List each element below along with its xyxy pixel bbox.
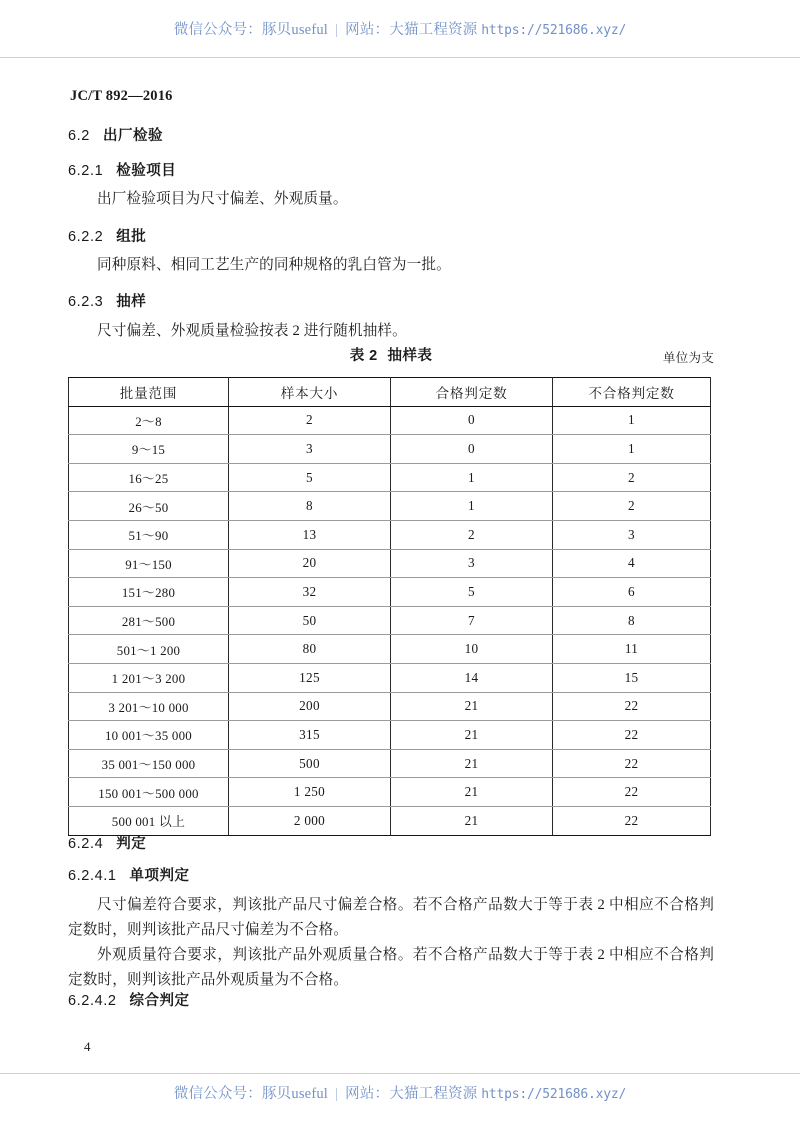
column-header-batch-range: 批量范围 xyxy=(69,378,229,407)
bottom-divider xyxy=(0,1073,800,1074)
heading-6-2-4-title: 判定 xyxy=(116,836,147,852)
cell-accept-count: 21 xyxy=(391,721,553,750)
cell-sample-size: 125 xyxy=(229,663,391,692)
cell-reject-count: 4 xyxy=(553,549,711,578)
cell-accept-count: 10 xyxy=(391,635,553,664)
heading-6-2-title: 出厂检验 xyxy=(102,128,163,144)
cell-sample-size: 315 xyxy=(229,721,391,750)
cell-accept-count: 1 xyxy=(391,463,553,492)
page-number: 4 xyxy=(84,1039,91,1054)
watermark-url: https://521686.xyz/ xyxy=(481,23,627,38)
cell-batch-range: 10 001～35 000 xyxy=(69,721,229,750)
heading-6-2-1-number: 6.2.1 xyxy=(68,163,104,179)
watermark-top xyxy=(0,18,800,39)
column-header-accept-count: 合格判定数 xyxy=(391,378,553,407)
column-header-reject-count: 不合格判定数 xyxy=(553,378,711,407)
heading-6-2-2 xyxy=(68,225,146,246)
table-row xyxy=(69,406,711,435)
paragraph-6-2-2: 同种原料、相同工艺生产的同种规格的乳白管为一批。 xyxy=(97,257,451,273)
cell-reject-count: 11 xyxy=(553,635,711,664)
cell-accept-count: 21 xyxy=(391,778,553,807)
cell-sample-size: 32 xyxy=(229,578,391,607)
cell-batch-range: 35 001～150 000 xyxy=(69,749,229,778)
top-divider xyxy=(0,57,800,58)
heading-6-2-4-2-title: 综合判定 xyxy=(129,993,190,1009)
cell-sample-size: 200 xyxy=(229,692,391,721)
cell-batch-range: 150 001～500 000 xyxy=(69,778,229,807)
table-row xyxy=(69,749,711,778)
paragraph-6-2-1: 出厂检验项目为尺寸偏差、外观质量。 xyxy=(97,191,348,207)
table-caption xyxy=(68,344,714,365)
cell-accept-count: 14 xyxy=(391,663,553,692)
cell-sample-size: 2 000 xyxy=(229,806,391,835)
watermark-bottom xyxy=(0,1082,800,1103)
table-row xyxy=(69,549,711,578)
table-row xyxy=(69,578,711,607)
table-row xyxy=(69,721,711,750)
cell-reject-count: 1 xyxy=(553,406,711,435)
cell-sample-size: 20 xyxy=(229,549,391,578)
heading-6-2-4-1-number: 6.2.4.1 xyxy=(68,868,117,884)
cell-reject-count: 3 xyxy=(553,520,711,549)
watermark-separator-bottom: | xyxy=(335,1086,339,1102)
cell-batch-range: 1 201～3 200 xyxy=(69,663,229,692)
cell-accept-count: 0 xyxy=(391,435,553,464)
cell-sample-size: 80 xyxy=(229,635,391,664)
cell-batch-range: 16～25 xyxy=(69,463,229,492)
cell-reject-count: 22 xyxy=(553,778,711,807)
cell-sample-size: 2 xyxy=(229,406,391,435)
watermark-site-label: 网站： xyxy=(345,22,390,38)
cell-sample-size: 13 xyxy=(229,520,391,549)
heading-6-2 xyxy=(68,124,163,145)
heading-6-2-2-title: 组批 xyxy=(116,229,147,245)
cell-reject-count: 22 xyxy=(553,806,711,835)
heading-6-2-3-title: 抽样 xyxy=(116,294,147,310)
heading-6-2-4-1-title: 单项判定 xyxy=(129,868,190,884)
table-header-row xyxy=(69,378,711,407)
cell-accept-count: 1 xyxy=(391,492,553,521)
cell-sample-size: 50 xyxy=(229,606,391,635)
watermark-wechat-account: 豚贝useful xyxy=(261,22,329,38)
cell-batch-range: 2～8 xyxy=(69,406,229,435)
heading-6-2-4 xyxy=(68,832,146,853)
watermark-wechat-prefix: 微信公众号： xyxy=(173,22,262,38)
heading-6-2-2-number: 6.2.2 xyxy=(68,229,104,245)
cell-batch-range: 26～50 xyxy=(69,492,229,521)
cell-accept-count: 21 xyxy=(391,749,553,778)
cell-reject-count: 8 xyxy=(553,606,711,635)
standard-code: JC/T 892—2016 xyxy=(70,88,173,104)
watermark-wechat-account-bottom: 豚贝useful xyxy=(261,1086,329,1102)
heading-6-2-1-title: 检验项目 xyxy=(116,163,177,179)
heading-6-2-number: 6.2 xyxy=(68,128,90,144)
cell-accept-count: 2 xyxy=(391,520,553,549)
cell-accept-count: 21 xyxy=(391,806,553,835)
cell-sample-size: 8 xyxy=(229,492,391,521)
paragraph-6-2-3: 尺寸偏差、外观质量检验按表 2 进行随机抽样。 xyxy=(97,323,407,339)
cell-batch-range: 500 001 以上 xyxy=(69,806,229,835)
table-row xyxy=(69,463,711,492)
watermark-separator: | xyxy=(335,22,339,38)
cell-batch-range: 91～150 xyxy=(69,549,229,578)
table-row xyxy=(69,635,711,664)
heading-6-2-4-1 xyxy=(68,864,190,885)
cell-reject-count: 2 xyxy=(553,463,711,492)
table-row xyxy=(69,492,711,521)
cell-sample-size: 5 xyxy=(229,463,391,492)
watermark-url-bottom: https://521686.xyz/ xyxy=(481,1087,627,1102)
table-row xyxy=(69,435,711,464)
cell-reject-count: 6 xyxy=(553,578,711,607)
watermark-site-name-bottom: 大猫工程资源 xyxy=(389,1086,478,1102)
cell-reject-count: 2 xyxy=(553,492,711,521)
table-row xyxy=(69,606,711,635)
cell-batch-range: 9～15 xyxy=(69,435,229,464)
table-row xyxy=(69,806,711,835)
cell-batch-range: 501～1 200 xyxy=(69,635,229,664)
cell-accept-count: 3 xyxy=(391,549,553,578)
paragraph-6-2-4-1-a: 尺寸偏差符合要求，判该批产品尺寸偏差合格。若不合格产品数大于等于表 2 中相应不合格判定数时，则判该批产品尺寸偏差为不合格。 xyxy=(68,897,714,938)
cell-sample-size: 500 xyxy=(229,749,391,778)
table-row xyxy=(69,663,711,692)
cell-batch-range: 151～280 xyxy=(69,578,229,607)
cell-reject-count: 1 xyxy=(553,435,711,464)
table-caption-number: 表 2 xyxy=(349,348,378,364)
table-row xyxy=(69,520,711,549)
sampling-table xyxy=(68,377,711,836)
heading-6-2-4-2-number: 6.2.4.2 xyxy=(68,993,117,1009)
cell-accept-count: 5 xyxy=(391,578,553,607)
table-row xyxy=(69,778,711,807)
heading-6-2-4-2 xyxy=(68,989,190,1010)
heading-6-2-4-number: 6.2.4 xyxy=(68,836,104,852)
table-unit-note: 单位为支 xyxy=(662,351,714,365)
watermark-site-label-bottom: 网站： xyxy=(345,1086,390,1102)
paragraph-6-2-4-1-b: 外观质量符合要求，判该批产品外观质量合格。若不合格产品数大于等于表 2 中相应不合格判定数时，则判该批产品外观质量为不合格。 xyxy=(68,947,714,988)
cell-accept-count: 21 xyxy=(391,692,553,721)
cell-reject-count: 15 xyxy=(553,663,711,692)
cell-batch-range: 3 201～10 000 xyxy=(69,692,229,721)
cell-batch-range: 281～500 xyxy=(69,606,229,635)
heading-6-2-3-number: 6.2.3 xyxy=(68,294,104,310)
watermark-site-name: 大猫工程资源 xyxy=(389,22,478,38)
cell-accept-count: 0 xyxy=(391,406,553,435)
cell-sample-size: 1 250 xyxy=(229,778,391,807)
cell-accept-count: 7 xyxy=(391,606,553,635)
cell-reject-count: 22 xyxy=(553,721,711,750)
table-caption-title: 抽样表 xyxy=(387,348,433,364)
watermark-wechat-prefix-bottom: 微信公众号： xyxy=(173,1086,262,1102)
cell-reject-count: 22 xyxy=(553,749,711,778)
cell-sample-size: 3 xyxy=(229,435,391,464)
table-row xyxy=(69,692,711,721)
cell-reject-count: 22 xyxy=(553,692,711,721)
cell-batch-range: 51～90 xyxy=(69,520,229,549)
heading-6-2-1 xyxy=(68,159,176,180)
column-header-sample-size: 样本大小 xyxy=(229,378,391,407)
heading-6-2-3 xyxy=(68,290,146,311)
